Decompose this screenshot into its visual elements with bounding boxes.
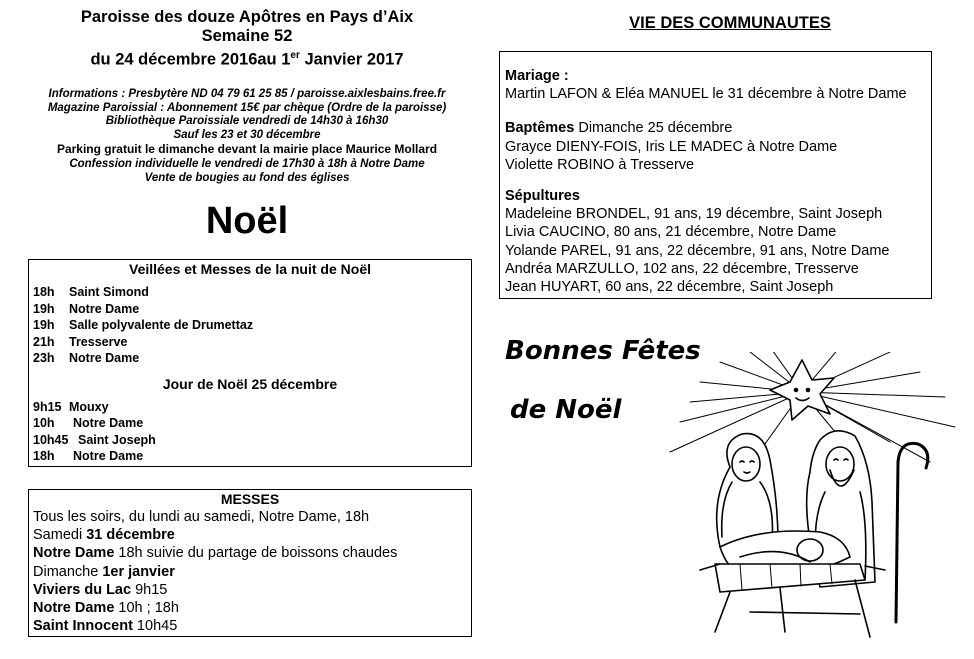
shepherd-staff	[896, 443, 928, 622]
christmas-masses-box	[28, 259, 472, 467]
item-place: Salle polyvalente de Drumettaz	[69, 318, 254, 332]
baptisms-date: Dimanche 25 décembre	[574, 120, 733, 137]
masses-line	[29, 599, 471, 617]
noel-heading: Noël	[205, 200, 289, 242]
item-place: Tresserve	[69, 334, 128, 349]
info-line: Bibliothèque Paroissiale vendredi de 14h30 à 16h30	[105, 115, 389, 127]
date-range-sup: er	[290, 50, 300, 61]
item-time: 23h	[33, 351, 55, 365]
item-time: 18h	[33, 285, 55, 299]
info-line: Confession individuelle le vendredi de 17h30 à 18h à Notre Dame	[69, 158, 425, 170]
list-item	[29, 334, 471, 351]
masses-line-rest: 18h suivie du partage de boissons chaudes	[114, 545, 398, 562]
masses-box	[28, 489, 472, 637]
masses-line-bold: Notre Dame	[33, 545, 115, 562]
community-life-heading: VIE DES COMMUNAUTES	[629, 14, 831, 32]
masses-line	[29, 563, 471, 581]
funerals-label: Sépultures	[505, 188, 580, 205]
funeral-entry: Livia CAUCINO, 80 ans, 21 décembre, Notre Dame	[505, 224, 837, 241]
date-range-end: Janvier 2017	[299, 50, 404, 69]
christmas-day-heading: Jour de Noël 25 décembre	[162, 375, 338, 392]
masses-line-prefix: Dimanche	[33, 563, 103, 580]
list-item	[29, 415, 471, 432]
item-place: Mouxy	[69, 399, 109, 414]
funeral-entry: Madeleine BRONDEL, 91 ans, 19 décembre, Saint Joseph	[505, 206, 883, 223]
funeral-entry: Yolande PAREL, 91 ans, 22 décembre, 91 ans, Notre Dame	[505, 242, 890, 259]
item-place: Saint Joseph	[78, 432, 156, 447]
baptisms-label: Baptêmes	[505, 120, 575, 137]
christmas-eve-list	[29, 284, 471, 367]
masses-heading: MESSES	[220, 491, 280, 507]
masses-line-bold: 1er janvier	[102, 563, 175, 580]
list-item	[29, 448, 471, 465]
baptism-entry: Grayce DIENY-FOIS, Iris LE MADEC à Notre Dame	[505, 138, 838, 155]
christmas-eve-heading: Veillées et Messes de la nuit de Noël	[129, 261, 371, 277]
info-line: Magazine Paroissial : Abonnement 15€ par chèque (Ordre de la paroisse)	[47, 102, 447, 114]
wedding-entry: Martin LAFON & Eléa MANUEL le 31 décembre à Notre Dame	[505, 86, 907, 103]
info-line: Parking gratuit le dimanche devant la mairie place Maurice Mollard	[56, 142, 438, 156]
masses-line	[29, 526, 471, 544]
item-time: 19h	[33, 318, 55, 332]
item-time: 9h15	[33, 399, 62, 414]
list-item	[29, 350, 471, 367]
info-line: Vente de bougies au fond des églises	[144, 172, 350, 184]
week-number: Semaine 52	[201, 27, 293, 45]
list-item	[29, 317, 471, 334]
item-time: 18h	[33, 449, 55, 463]
masses-line: Tous les soirs, du lundi au samedi, Notre Dame, 18h	[33, 509, 370, 525]
masses-line-bold: Notre Dame	[33, 600, 115, 617]
info-line: Informations : Presbytère ND 04 79 61 25 85 / paroisse.aixlesbains.free.fr	[48, 88, 446, 100]
masses-line	[29, 581, 471, 599]
wedding-label: Mariage :	[505, 68, 569, 84]
list-item	[29, 301, 471, 318]
item-time: 10h45	[33, 432, 69, 447]
item-time: 21h	[33, 334, 55, 349]
masses-line-rest: 9h15	[131, 581, 168, 598]
funeral-entry: Jean HUYART, 60 ans, 22 décembre, Saint Joseph	[505, 279, 834, 296]
greeting-line-1: Bonnes Fêtes	[505, 336, 701, 366]
item-place: Notre Dame	[73, 449, 144, 463]
item-place: Notre Dame	[69, 351, 140, 365]
mary-figure	[717, 434, 778, 547]
baptisms-heading	[500, 119, 931, 137]
info-line: Sauf les 23 et 30 décembre	[173, 129, 321, 141]
masses-line-rest: 10h45	[132, 618, 178, 635]
baptism-entry: Violette ROBINO à Tresserve	[505, 156, 695, 173]
masses-line	[29, 617, 471, 635]
masses-line-rest: 10h ; 18h	[114, 600, 179, 617]
star-icon	[770, 360, 834, 420]
christmas-day-list	[29, 399, 471, 465]
greeting-line-2: de Noël	[510, 395, 622, 425]
masses-line-prefix: Samedi	[33, 527, 87, 544]
star-rays	[670, 352, 955, 472]
date-range-start: du 24 décembre 2016au 1	[90, 50, 291, 69]
item-place: Notre Dame	[69, 301, 140, 316]
masses-line-bold: Viviers du Lac	[33, 581, 132, 598]
parish-title: Paroisse des douze Apôtres en Pays d’Aix	[80, 8, 414, 26]
community-life-box	[499, 51, 932, 299]
item-time: 19h	[33, 301, 55, 316]
list-item	[29, 399, 471, 416]
item-time: 10h	[33, 416, 55, 430]
masses-line-bold: Saint Innocent	[33, 618, 133, 635]
list-item	[29, 432, 471, 449]
list-item	[29, 284, 471, 301]
date-range	[0, 46, 494, 70]
funeral-entry: Andréa MARZULLO, 102 ans, 22 décembre, Tresserve	[505, 260, 859, 277]
nativity-illustration	[660, 352, 960, 650]
masses-line-bold: 31 décembre	[86, 527, 175, 544]
item-place: Saint Simond	[69, 285, 149, 299]
item-place: Notre Dame	[73, 416, 144, 430]
masses-line	[29, 544, 471, 562]
